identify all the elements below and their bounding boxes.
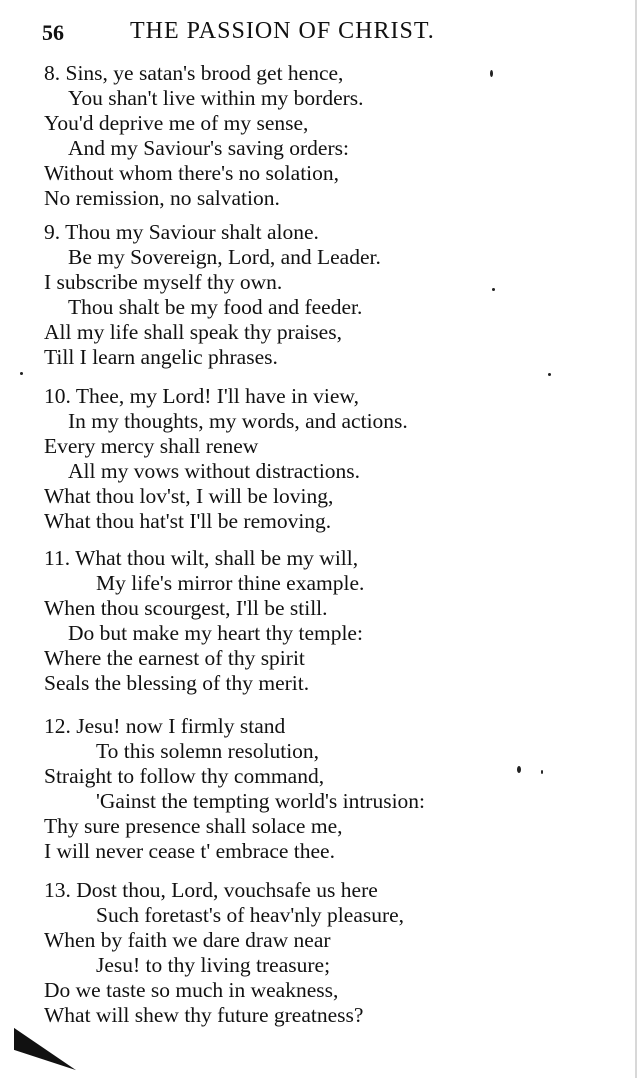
ink-speck (517, 766, 521, 773)
stanza-line: All my vows without distractions. (68, 459, 361, 483)
stanza-line: Be my Sovereign, Lord, and Leader. (68, 245, 381, 269)
stanza-line: Where the earnest of thy spirit (44, 646, 305, 670)
stanza-line: 8. Sins, ye satan's brood get hence, (44, 61, 344, 85)
stanza-line: You shan't live within my borders. (68, 86, 364, 110)
stanza-line: In my thoughts, my words, and actions. (68, 409, 408, 433)
stanza-line: 13. Dost thou, Lord, vouchsafe us here (44, 878, 378, 902)
stanza-line: All my life shall speak thy praises, (44, 320, 342, 344)
stanza-line: 9. Thou my Saviour shalt alone. (44, 220, 319, 244)
ink-speck (492, 288, 495, 291)
stanza-line: 11. What thou wilt, shall be my will, (44, 546, 359, 570)
stanza-line: What thou hat'st I'll be removing. (44, 509, 332, 533)
page-edge (635, 0, 637, 1078)
stanza-line: Do we taste so much in weakness, (44, 978, 339, 1002)
stanza-line: Do but make my heart thy temple: (68, 621, 363, 645)
page-corner-mark (14, 1028, 76, 1070)
ink-speck (541, 770, 543, 774)
stanza-line: I will never cease t' embrace thee. (44, 839, 335, 863)
ink-speck (20, 372, 23, 375)
stanza-line: Without whom there's no solation, (44, 161, 340, 185)
stanza-line: Thy sure presence shall solace me, (44, 814, 343, 838)
stanza-line: 12. Jesu! now I firmly stand (44, 714, 286, 738)
stanza-line: What thou lov'st, I will be loving, (44, 484, 334, 508)
stanza-line: When thou scourgest, I'll be still. (44, 596, 328, 620)
stanza-line: 10. Thee, my Lord! I'll have in view, (44, 384, 359, 408)
stanza-line: To this solemn resolution, (96, 739, 320, 763)
stanza-line: Till I learn angelic phrases. (44, 345, 278, 369)
stanza-line: You'd deprive me of my sense, (44, 111, 309, 135)
stanza-line: Jesu! to thy living treasure; (96, 953, 331, 977)
ink-speck (548, 373, 551, 376)
page-header (42, 16, 602, 50)
stanza-line: Such foretast's of heav'nly pleasure, (96, 903, 405, 927)
stanza-line: My life's mirror thine example. (96, 571, 365, 595)
ink-speck (490, 70, 493, 77)
running-title: THE PASSION OF CHRIST. (130, 18, 435, 44)
stanza-line: And my Saviour's saving orders: (68, 136, 349, 160)
stanza-line: Thou shalt be my food and feeder. (68, 295, 363, 319)
stanza-line: 'Gainst the tempting world's intrusion: (96, 789, 426, 813)
page-number: 56 (42, 20, 64, 45)
stanza-line: Every mercy shall renew (44, 434, 259, 458)
stanza-line: Straight to follow thy command, (44, 764, 325, 788)
stanza-line: When by faith we dare draw near (44, 928, 331, 952)
stanza-line: Seals the blessing of thy merit. (44, 671, 310, 695)
stanza-line: I subscribe myself thy own. (44, 270, 283, 294)
stanza-line: No remission, no salvation. (44, 186, 280, 210)
stanza-line: What will shew thy future greatness? (44, 1003, 364, 1027)
